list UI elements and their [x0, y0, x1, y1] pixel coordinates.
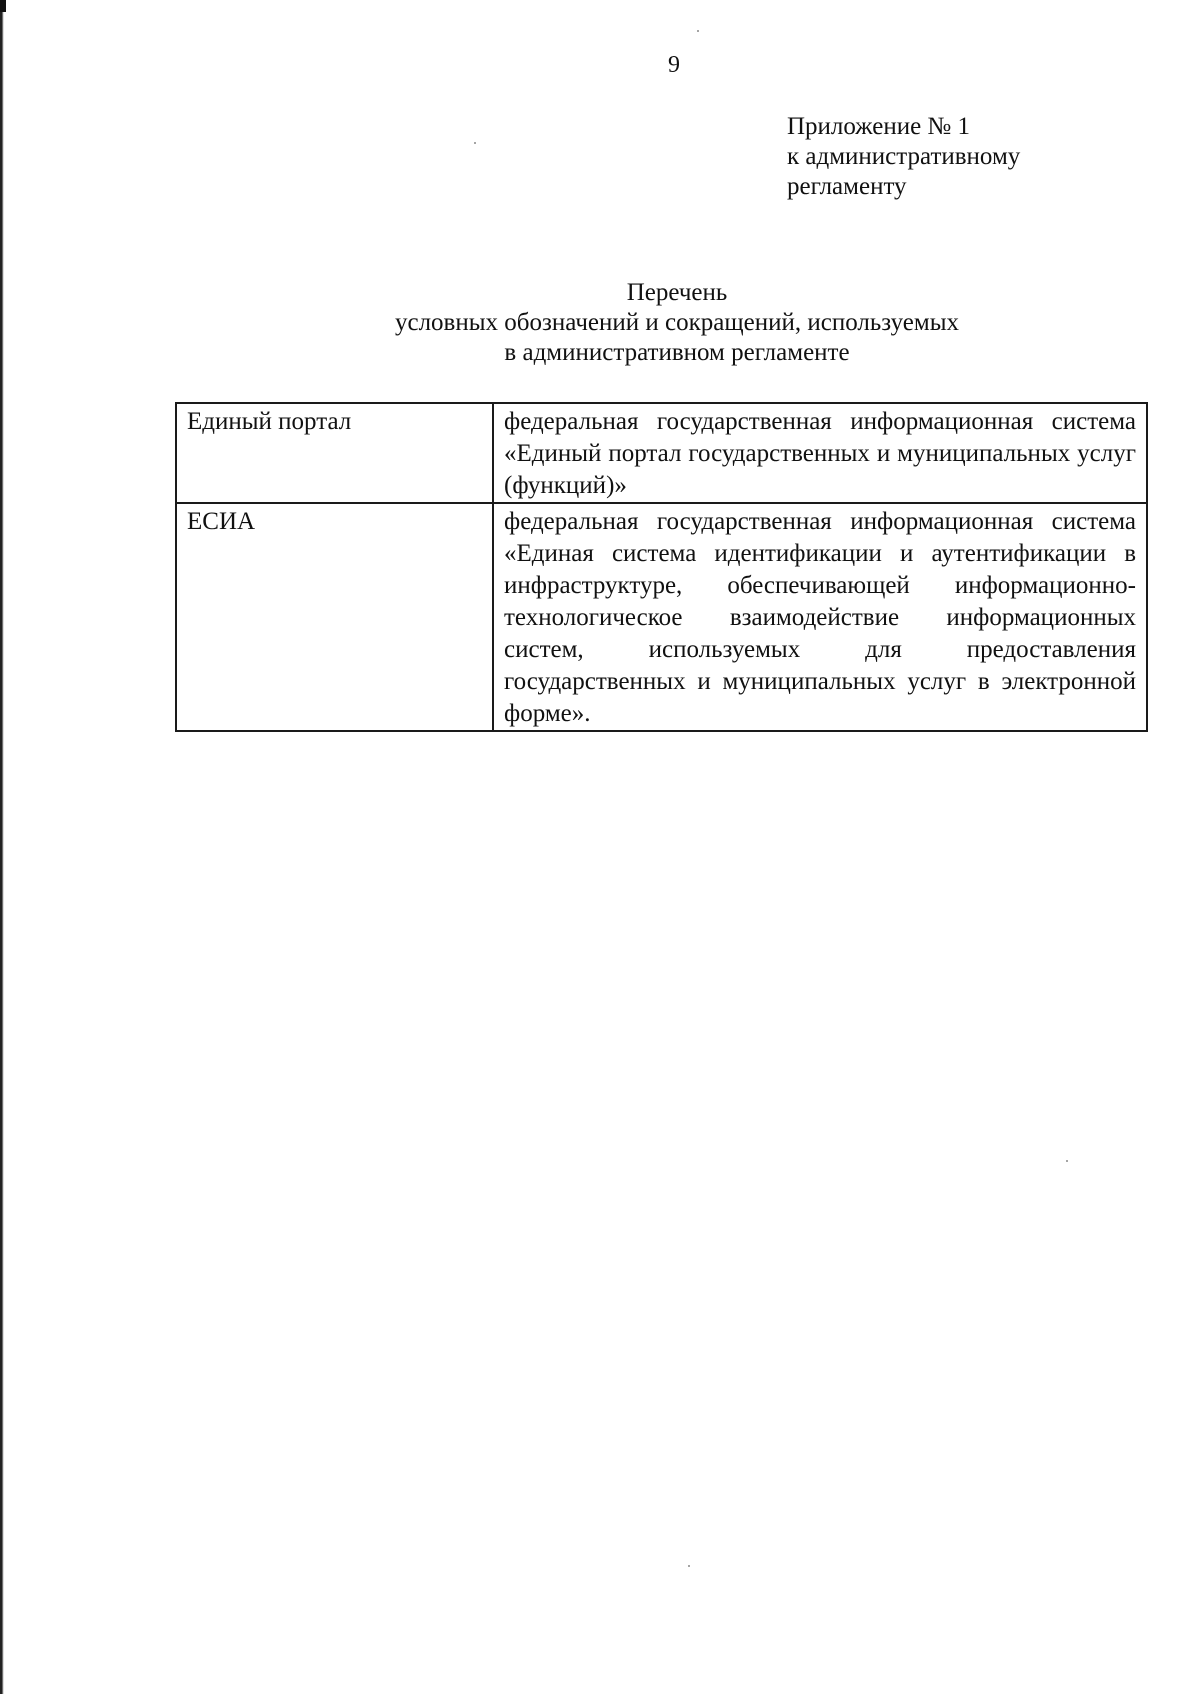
scan-speck — [688, 1565, 690, 1567]
abbreviation-term: ЕСИА — [176, 503, 493, 731]
appendix-line-1: Приложение № 1 — [787, 113, 971, 140]
abbreviation-definition: федеральная государственная информационная система «Единая система идентификации и аутентификации в инфраструктуре, обеспечивающей информационно-технологическое взаимодействие информационных систем, используемых для предоставления государственных и муниципальных услуг в электронной форме». — [493, 503, 1147, 731]
title-line-1: Перечень — [626, 279, 728, 306]
table-row — [176, 403, 1147, 503]
scan-border — [0, 0, 4, 1694]
title-line-2: условных обозначений и сокращений, используемых — [394, 309, 959, 336]
document-title — [340, 278, 1014, 368]
scan-speck — [697, 30, 699, 32]
abbreviation-term: Единый портал — [176, 403, 493, 503]
scan-speck — [474, 142, 476, 144]
title-line-3: в административном регламенте — [504, 339, 850, 366]
appendix-line-2: к административному — [787, 143, 1021, 170]
page-number: 9 — [668, 52, 680, 78]
table-row — [176, 503, 1147, 731]
abbreviations-table — [175, 402, 1148, 732]
appendix-line-3: регламенту — [787, 173, 907, 200]
appendix-header — [787, 112, 1020, 202]
scan-mark — [0, 0, 6, 12]
scan-speck — [1066, 1160, 1068, 1162]
abbreviation-definition: федеральная государственная информационная система «Единый портал государственных и муниципальных услуг (функций)» — [493, 403, 1147, 503]
